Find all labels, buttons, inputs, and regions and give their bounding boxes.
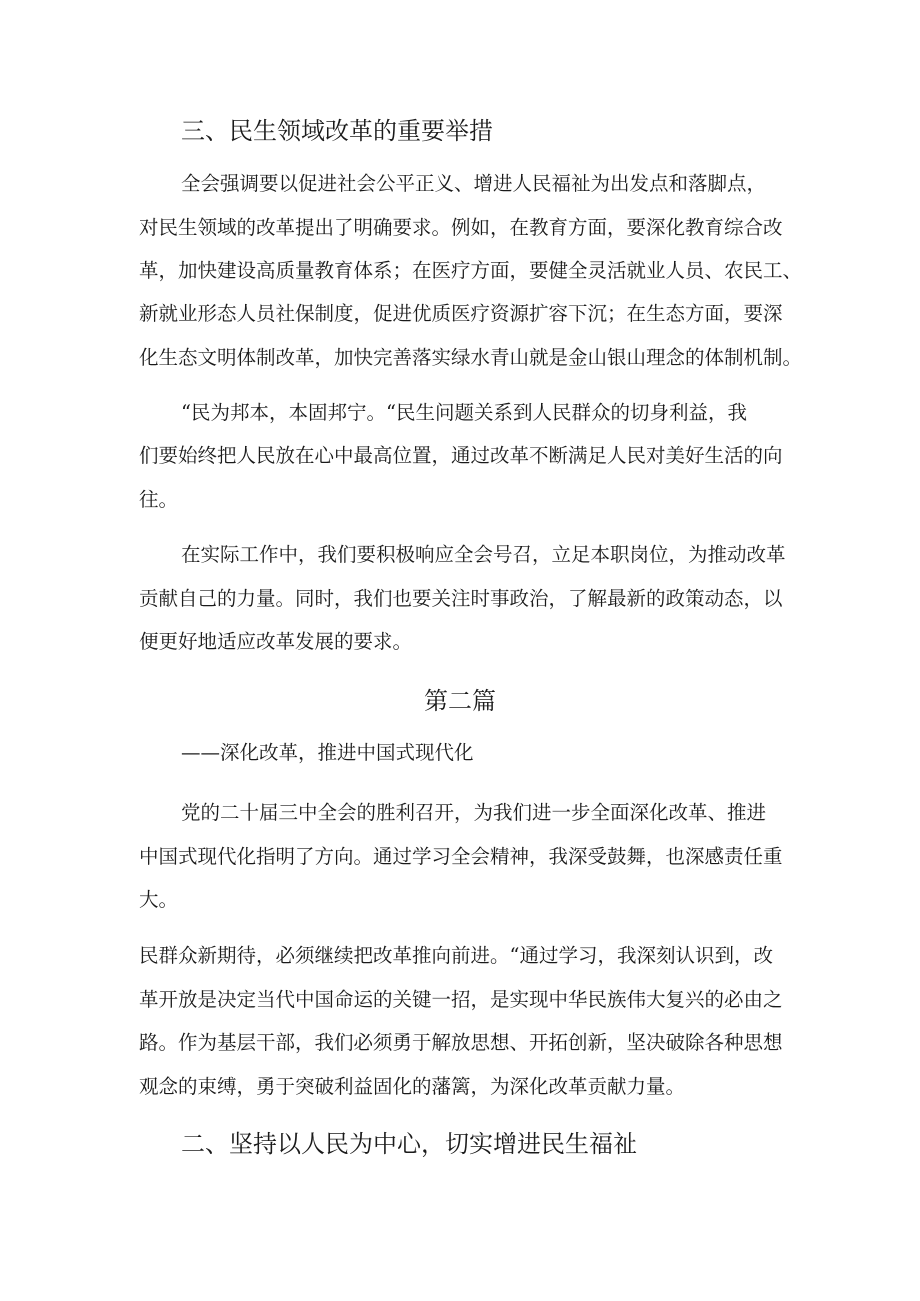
text-line: 革，加快建设高质量教育体系；在医疗方面，要健全灵活就业人员、农民工、 <box>139 259 803 282</box>
text-line: 对民生领域的改革提出了明确要求。例如，在教育方面，要深化教育综合改 <box>139 216 783 239</box>
text-line: 全会强调要以促进社会公平正义、增进人民福祉为出发点和落脚点， <box>181 172 767 195</box>
text-line: 民群众新期待，必须继续把改革推向前进。“通过学习，我深刻认识到，改 <box>139 944 773 967</box>
section-heading: 三、民生领域改革的重要举措 <box>181 117 493 145</box>
part-title: 第二篇 <box>424 687 496 715</box>
text-line: 观念的束缚，勇于突破利益固化的藩篱，为深化改革贡献力量。 <box>139 1075 686 1098</box>
section-heading: 二、坚持以人民为中心，切实增进民生福祉 <box>181 1130 637 1158</box>
text-line: 新就业形态人员社保制度，促进优质医疗资源扩容下沉；在生态方面，要深 <box>139 302 783 325</box>
text-line: 党的二十届三中全会的胜利召开，为我们进一步全面深化改革、推进 <box>181 801 767 824</box>
text-line: 贡献自己的力量。同时，我们也要关注时事政治，了解最新的政策动态，以 <box>139 587 783 610</box>
text-line: 革开放是决定当代中国命运的关键一招，是实现中华民族伟大复兴的必由之 <box>139 988 783 1011</box>
text-line: 们要始终把人民放在心中最高位置，通过改革不断满足人民对美好生活的向 <box>139 444 783 467</box>
text-line: 往。 <box>139 488 179 511</box>
text-line: 便更好地适应改革发展的要求。 <box>139 630 413 653</box>
text-line: “民为邦本，本固邦宁。“民生问题关系到人民群众的切身利益，我 <box>181 401 747 424</box>
part-subtitle: ——深化改革，推进中国式现代化 <box>181 741 474 764</box>
text-line: 在实际工作中，我们要积极响应全会号召，立足本职岗位，为推动改革 <box>181 543 786 566</box>
text-line: 中国式现代化指明了方向。通过学习全会精神，我深受鼓舞，也深感责任重 <box>139 845 783 868</box>
text-line: 路。作为基层干部，我们必须勇于解放思想、开拓创新，坚决破除各种思想 <box>139 1031 783 1054</box>
text-line: 大。 <box>139 888 179 911</box>
text-line: 化生态文明体制改革，加快完善落实绿水青山就是金山银山理念的体制机制。 <box>139 346 803 369</box>
